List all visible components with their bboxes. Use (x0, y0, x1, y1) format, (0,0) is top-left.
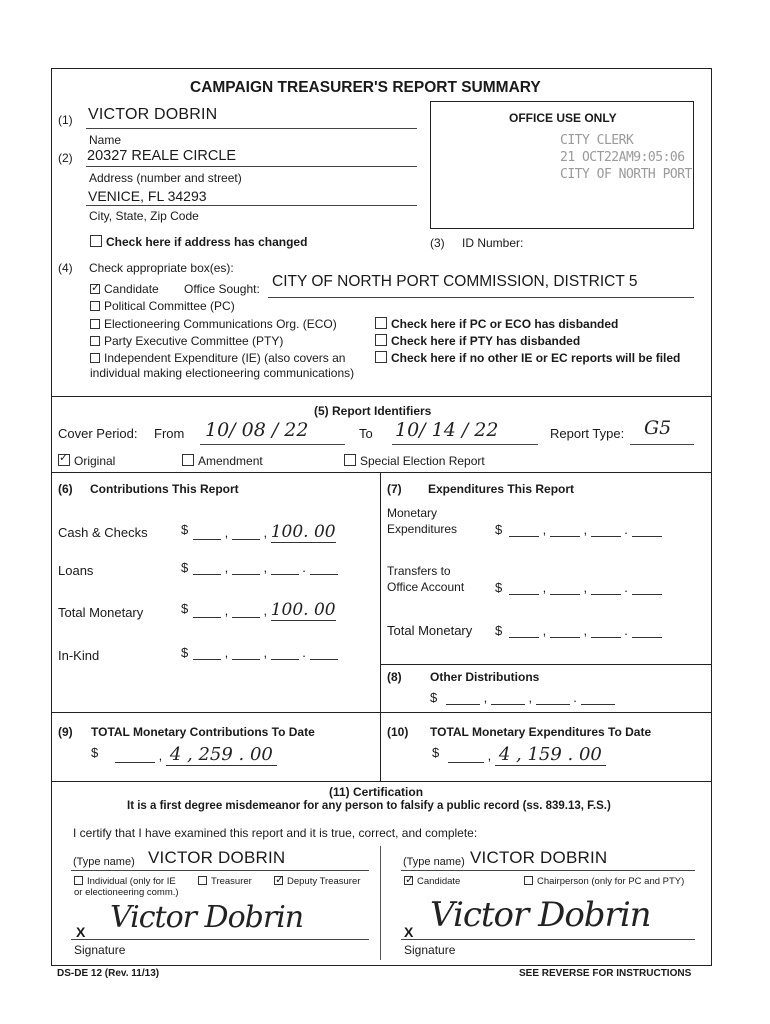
in-kind-amount-field[interactable]: , , . (193, 645, 338, 660)
name-label: Name (89, 133, 122, 147)
right-type-name-label: (Type name) (403, 856, 465, 868)
city-label: City, State, Zip Code (89, 209, 199, 223)
total-contrib-date-currency: $ (91, 745, 99, 760)
original-row[interactable] (58, 454, 115, 468)
office-sought-label: Office Sought: (184, 282, 260, 296)
total-exp-to-date-field[interactable]: , 4 , 159 . 00 (448, 744, 606, 765)
right-candidate-label: Candidate (417, 876, 461, 887)
total-exp-to-date-value: 4 , 159 . 00 (495, 744, 606, 766)
report-type-underline (630, 444, 694, 445)
section-6-7-separator (380, 472, 381, 712)
other-dist-currency: $ (430, 690, 438, 705)
total-contrib-amount-value: 100. 00 (270, 600, 336, 620)
cover-period-label: Cover Period: (58, 426, 138, 441)
reverse-instructions: SEE REVERSE FOR INSTRUCTIONS (519, 968, 692, 979)
in-kind-label: In-Kind (58, 648, 100, 663)
id-number-label: ID Number: (462, 236, 524, 250)
transfers-label-2: Office Account (387, 580, 465, 594)
section-6-divider (51, 472, 712, 473)
candidate-row[interactable] (90, 282, 159, 296)
total-expenditures-to-date-title: TOTAL Monetary Expenditures To Date (430, 725, 652, 739)
section-9-10-separator (380, 712, 381, 781)
total-exp-date-currency: $ (432, 745, 440, 760)
right-signature-image: Victor Dobrin (430, 895, 651, 935)
report-type-value[interactable]: G5 (644, 417, 672, 439)
left-signature-image: Victor Dobrin (110, 900, 304, 935)
from-date-value[interactable]: 10/ 08 / 22 (205, 419, 309, 441)
ie-row[interactable] (90, 351, 345, 365)
amendment-label: Amendment (198, 454, 263, 468)
disbanded-pc-checkbox[interactable] (375, 317, 387, 329)
section-10-number: (10) (387, 725, 409, 739)
pc-row[interactable] (90, 299, 235, 313)
section-7-number: (7) (387, 482, 402, 496)
cash-amount-field[interactable]: , , 100. 00 (193, 522, 336, 542)
amendment-checkbox[interactable] (182, 454, 194, 466)
left-signature-line (71, 939, 369, 940)
right-candidate-row[interactable] (404, 876, 460, 887)
address-changed-row[interactable] (90, 235, 307, 249)
section-11-divider (51, 781, 712, 782)
to-date-underline (392, 444, 538, 445)
special-election-checkbox[interactable] (344, 454, 356, 466)
report-identifiers-title: (5) Report Identifiers (314, 404, 432, 418)
in-kind-currency: $ (181, 645, 189, 660)
left-signature-label: Signature (74, 943, 126, 957)
disbanded-pty-checkbox[interactable] (375, 334, 387, 346)
chairperson-row[interactable] (524, 876, 684, 887)
ie-label-line1: Independent Expenditure (IE) (also covers an (104, 351, 346, 365)
total-contrib-to-date-field[interactable]: , 4 , 259 . 00 (115, 744, 277, 765)
disbanded-pty-row[interactable] (375, 334, 580, 348)
total-exp-amount-field[interactable]: , , . (509, 623, 662, 638)
eco-checkbox[interactable] (90, 319, 100, 329)
certification-title: (11) Certification (329, 785, 424, 799)
individual-row[interactable] (74, 876, 176, 887)
disbanded-pc-label: Check here if PC or ECO has disbanded (391, 317, 619, 331)
cash-checks-label: Cash & Checks (58, 525, 148, 540)
address-changed-checkbox[interactable] (90, 235, 102, 247)
section-4-number: (4) (58, 261, 73, 275)
loans-label: Loans (58, 563, 94, 578)
office-sought-underline (268, 297, 694, 298)
total-exp-currency: $ (495, 623, 503, 638)
right-signature-line (401, 939, 695, 940)
transfers-currency: $ (495, 580, 503, 595)
form-title: CAMPAIGN TREASURER'S REPORT SUMMARY (190, 79, 541, 96)
treasurer-label: Treasurer (211, 876, 252, 887)
left-name-underline (71, 870, 369, 871)
right-signer-name[interactable]: VICTOR DOBRIN (470, 848, 608, 867)
expenditures-title: Expenditures This Report (428, 482, 575, 496)
disbanded-pc-row[interactable] (375, 317, 618, 331)
monetary-exp-amount-field[interactable]: , , . (509, 522, 662, 537)
right-name-underline (401, 870, 695, 871)
certification-separator (380, 846, 381, 960)
section-3-number: (3) (430, 236, 445, 250)
check-boxes-label: Check appropriate box(es): (89, 261, 234, 275)
to-label: To (359, 426, 373, 441)
monetary-expenditures-label-2: Expenditures (387, 522, 458, 536)
pty-checkbox[interactable] (90, 336, 100, 346)
city-value[interactable]: VENICE, FL 34293 (88, 188, 207, 204)
disbanded-pty-label: Check here if PTY has disbanded (391, 334, 581, 348)
no-other-reports-checkbox[interactable] (375, 351, 387, 363)
right-candidate-checkbox[interactable] (404, 876, 413, 885)
deputy-treasurer-label: Deputy Treasurer (287, 876, 361, 887)
left-x-mark: X (76, 924, 86, 940)
amendment-row[interactable] (182, 454, 263, 468)
cash-currency: $ (181, 522, 189, 537)
deputy-treasurer-checkbox[interactable] (274, 876, 283, 885)
original-label: Original (74, 454, 116, 468)
stamp-line-3: CITY OF NORTH PORT (560, 167, 692, 182)
candidate-checkbox[interactable] (90, 284, 100, 294)
from-date-underline (200, 444, 345, 445)
transfers-label-1: Transfers to (387, 564, 451, 578)
office-use-title: OFFICE USE ONLY (509, 111, 617, 125)
right-signature-label: Signature (404, 943, 456, 957)
treasurer-checkbox[interactable] (198, 876, 207, 885)
treasurer-row[interactable] (198, 876, 252, 887)
city-underline (86, 205, 417, 206)
pty-label: Party Executive Committee (PTY) (104, 334, 284, 348)
no-other-reports-label: Check here if no other IE or EC reports will be filed (391, 351, 681, 365)
eco-row[interactable] (90, 317, 337, 331)
total-contrib-amount-field[interactable]: , , 100. 00 (193, 600, 336, 620)
deputy-treasurer-row[interactable] (274, 876, 360, 887)
other-distributions-title: Other Distributions (430, 670, 540, 684)
special-election-row[interactable] (344, 454, 485, 468)
total-contributions-to-date-title: TOTAL Monetary Contributions To Date (91, 725, 315, 739)
right-x-mark: X (404, 924, 414, 940)
stamp-line-2: 21 OCT22AM9:05:06 (560, 150, 685, 165)
address-label: Address (number and street) (89, 171, 242, 185)
ie-label-line2: individual making electioneering communications) (90, 366, 355, 380)
original-checkbox[interactable] (58, 454, 70, 466)
eco-label: Electioneering Communications Org. (ECO) (104, 317, 337, 331)
received-stamp (560, 132, 692, 183)
certify-statement: I certify that I have examined this report and it is true, correct, and complete: (73, 826, 478, 840)
cash-amount-value: 100. 00 (270, 522, 336, 542)
office-sought-value[interactable]: CITY OF NORTH PORT COMMISSION, DISTRICT 5 (272, 273, 638, 290)
section-2-number: (2) (58, 151, 73, 165)
stamp-line-1: CITY CLERK (560, 133, 634, 148)
candidate-name-value[interactable]: VICTOR DOBRIN (88, 106, 218, 123)
total-monetary-contrib-label: Total Monetary (58, 605, 144, 620)
form-id: DS-DE 12 (Rev. 11/13) (57, 968, 160, 979)
individual-label-line1: Individual (only for IE (87, 876, 176, 887)
address-changed-label: Check here if address has changed (106, 235, 308, 249)
pty-row[interactable] (90, 334, 283, 348)
name-underline (86, 128, 417, 129)
section-1-number: (1) (58, 113, 73, 127)
monetary-exp-currency: $ (495, 522, 503, 537)
section-9-number: (9) (58, 725, 73, 739)
report-type-label: Report Type: (550, 426, 625, 441)
section-8-number: (8) (387, 670, 402, 684)
chairperson-label: Chairperson (only for PC and PTY) (537, 876, 685, 887)
left-type-name-label: (Type name) (73, 856, 135, 868)
left-signer-name[interactable]: VICTOR DOBRIN (148, 848, 286, 867)
loans-amount-field[interactable]: , , . (193, 560, 338, 575)
monetary-expenditures-label-1: Monetary (387, 506, 438, 520)
section-6-number: (6) (58, 482, 73, 496)
section-5-divider (51, 396, 712, 397)
no-other-reports-row[interactable] (375, 351, 680, 365)
individual-checkbox[interactable] (74, 876, 83, 885)
ie-checkbox[interactable] (90, 353, 100, 363)
section-8-divider (380, 664, 712, 665)
chairperson-checkbox[interactable] (524, 876, 533, 885)
address-underline (86, 166, 417, 167)
section-9-divider (51, 712, 712, 713)
loans-currency: $ (181, 560, 189, 575)
other-dist-amount-field[interactable]: , , . (446, 690, 615, 705)
special-election-label: Special Election Report (360, 454, 485, 468)
total-contrib-to-date-value: 4 , 259 . 00 (166, 744, 277, 766)
pc-label: Political Committee (PC) (104, 299, 235, 313)
misdemeanor-warning: It is a first degree misdemeanor for any person to falsify a public record (ss. 839.13, F.S.) (127, 800, 611, 812)
total-contrib-currency: $ (181, 601, 189, 616)
transfers-amount-field[interactable]: , , . (509, 580, 662, 595)
individual-label-line2: or electioneering comm.) (74, 887, 179, 898)
total-monetary-exp-label: Total Monetary (387, 623, 473, 638)
pc-checkbox[interactable] (90, 301, 100, 311)
from-label: From (154, 426, 185, 441)
address-value[interactable]: 20327 REALE CIRCLE (87, 148, 237, 164)
to-date-value[interactable]: 10/ 14 / 22 (395, 419, 499, 441)
contributions-title: Contributions This Report (90, 482, 239, 496)
candidate-label: Candidate (104, 282, 159, 296)
